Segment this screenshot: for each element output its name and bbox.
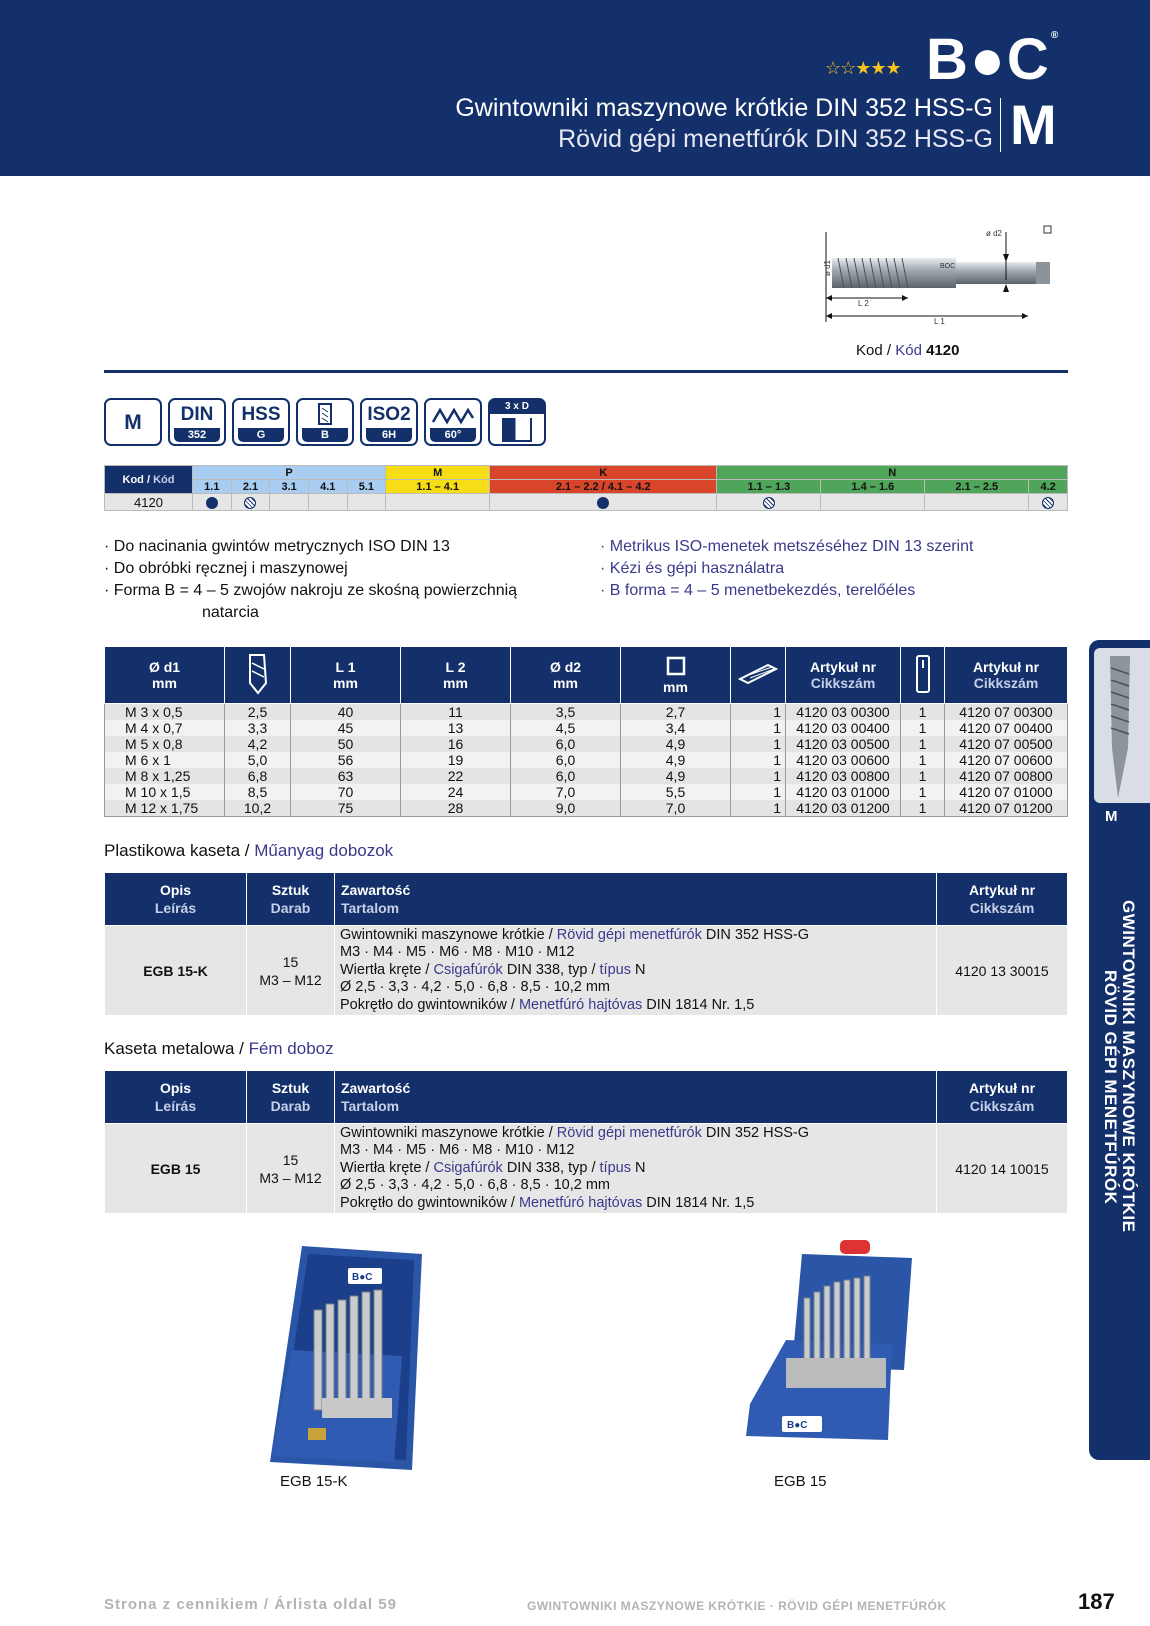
side-line-2: RÖVID GÉPI MENETFÚRÓK <box>1101 970 1120 1205</box>
desc-line <box>340 962 931 980</box>
desc-text: Gwintowniki maszynowe krótkie <box>340 926 545 943</box>
desc-text: DIN 1814 Nr. 1,5 <box>642 996 755 1013</box>
tap-thumbnail <box>1094 648 1150 803</box>
th-label: Opis <box>159 1080 192 1096</box>
cell-l2: 11 <box>401 704 511 721</box>
th-pack <box>731 647 786 704</box>
footer-sep: / <box>258 1596 275 1613</box>
box-logo-1: B●C <box>352 1272 373 1283</box>
th-label: Ø d1 <box>148 659 181 675</box>
col-n-1: 1.1 – 1.3 <box>717 480 821 494</box>
icon-label: M <box>124 411 142 434</box>
registered-mark: ® <box>1050 30 1061 41</box>
suit-cell <box>717 494 821 511</box>
cell-drill: 10,2 <box>225 800 291 817</box>
tap-square <box>1036 262 1050 284</box>
cell-d1: M 8 x 1,25 <box>105 768 225 784</box>
iso-tolerance-icon <box>360 398 418 446</box>
cell-pack: 1 <box>731 704 786 721</box>
kaseta2-name: EGB 15 <box>105 1124 247 1214</box>
cell-article-2: 4120 07 00300 <box>945 704 1068 721</box>
desc-text: DIN 352 HSS-G <box>701 1124 810 1141</box>
th-article-2 <box>945 647 1068 704</box>
cell-l1: 45 <box>291 720 401 736</box>
suit-cell <box>490 494 717 511</box>
footer-num: 59 <box>378 1596 397 1613</box>
secondary-dot-icon <box>763 497 775 509</box>
th-label: L 1 <box>335 659 356 675</box>
kod-label-hu: Kód <box>895 342 922 359</box>
kaseta2-title-pl: Kaseta metalowa <box>104 1039 235 1058</box>
cell-l1: 50 <box>291 736 401 752</box>
label-l2: L 2 <box>858 299 869 308</box>
desc-text: DIN 352 HSS-G <box>701 926 810 943</box>
cell-d2: 7,0 <box>511 784 621 800</box>
col-k-1: 2.1 – 2.2 / 4.1 – 4.2 <box>490 480 717 494</box>
th-square <box>621 647 731 704</box>
kaseta1-title-hu: Műanyag dobozok <box>254 841 394 860</box>
din-standard-icon <box>168 398 226 446</box>
table-row <box>105 752 1068 768</box>
th-box <box>901 647 945 704</box>
desc-sep: / <box>587 961 600 978</box>
cell-box: 1 <box>901 768 945 784</box>
th-unit: mm <box>663 678 688 695</box>
cell-box: 1 <box>901 784 945 800</box>
th-label: Artykuł nr <box>972 659 1040 675</box>
col-p-1: 1.1 <box>193 480 232 494</box>
cell-d2: 6,0 <box>511 768 621 784</box>
desc-text: Wiertła kręte <box>340 961 422 978</box>
desc-text-hu: típus <box>599 961 631 978</box>
box-icon <box>915 654 931 694</box>
suit-cell <box>308 494 347 511</box>
group-p: P <box>193 466 386 480</box>
cell-d2: 3,5 <box>511 704 621 721</box>
footer-section-name: GWINTOWNIKI MASZYNOWE KRÓTKIE · RÖVID GÉPI MENETFÚRÓK <box>527 1599 947 1613</box>
th-unit: mm <box>152 675 177 691</box>
kaseta2-qty-cell <box>247 1124 335 1214</box>
cell-drill: 3,3 <box>225 720 291 736</box>
label-d2: ø d2 <box>986 229 1003 238</box>
feature-item: natarcia <box>202 604 259 621</box>
cell-l1: 56 <box>291 752 401 768</box>
metric-thread-icon <box>104 398 162 446</box>
th-label-hu: Darab <box>270 1098 311 1114</box>
page-header <box>0 0 1150 176</box>
cell-d2: 6,0 <box>511 736 621 752</box>
spec-icons <box>104 398 546 446</box>
col-n-3: 2.1 – 2.5 <box>925 480 1029 494</box>
cell-drill: 6,8 <box>225 768 291 784</box>
table-row <box>105 736 1068 752</box>
th-label: Sztuk <box>271 1080 310 1096</box>
desc-sep: / <box>506 1194 519 1211</box>
th-d2 <box>511 647 621 704</box>
cell-d1: M 12 x 1,75 <box>105 800 225 817</box>
desc-text: Gwintowniki maszynowe krótkie <box>340 1124 545 1141</box>
cell-article-1: 4120 03 00400 <box>786 720 901 736</box>
col-p-4: 4.1 <box>308 480 347 494</box>
kaseta1-title-pl: Plastikowa kaseta <box>104 841 241 860</box>
cell-l1: 63 <box>291 768 401 784</box>
suit-cell <box>231 494 270 511</box>
table-row <box>105 768 1068 784</box>
cell-square: 5,5 <box>621 784 731 800</box>
title-divider <box>1000 98 1001 152</box>
cell-article-2: 4120 07 00800 <box>945 768 1068 784</box>
feature-item: · Do nacinania gwintów metrycznych ISO DIN 13 <box>104 538 450 555</box>
icon-label: 3 x D <box>490 400 544 414</box>
desc-text-hu: típus <box>599 1159 631 1176</box>
desc-line <box>340 1160 931 1178</box>
kod-pl: Kod <box>122 473 144 486</box>
logo-text: B●C <box>926 27 1051 92</box>
footer-pricelist <box>104 1596 397 1613</box>
cell-box: 1 <box>901 752 945 768</box>
depth-icon <box>488 398 546 446</box>
th-label-hu: Leírás <box>154 900 197 916</box>
th-article-1 <box>786 647 901 704</box>
secondary-dot-icon <box>1042 497 1054 509</box>
cell-square: 3,4 <box>621 720 731 736</box>
th-drill <box>225 647 291 704</box>
egb15k-photo <box>262 1240 432 1485</box>
cell-drill: 4,2 <box>225 736 291 752</box>
th-l2 <box>401 647 511 704</box>
egb15-photo <box>742 1240 912 1465</box>
th-label-hu: Tartalom <box>341 900 400 916</box>
desc-line <box>340 1125 931 1143</box>
desc-text-hu: Menetfúró hajtóvas <box>518 996 643 1013</box>
cell-article-2: 4120 07 00600 <box>945 752 1068 768</box>
cell-drill: 2,5 <box>225 704 291 721</box>
desc-line: Ø 2,5 · 3,3 · 4,2 · 5,0 · 6,8 · 8,5 · 10,2 mm <box>340 1177 610 1194</box>
drill-icon <box>244 653 272 695</box>
cell-d1: M 4 x 0,7 <box>105 720 225 736</box>
rating-stars: ☆☆★★★ <box>825 58 901 78</box>
th-label-hu: Cikkszám <box>973 675 1039 691</box>
page-title-hu: Rövid gépi menetfúrók DIN 352 HSS-G <box>558 125 993 153</box>
suit-cell <box>1029 494 1068 511</box>
desc-line <box>340 927 931 945</box>
chamfer-form-icon <box>296 398 354 446</box>
kaseta1-article: 4120 13 30015 <box>937 926 1068 1016</box>
col-p-3: 3.1 <box>270 480 309 494</box>
cell-drill: 8,5 <box>225 784 291 800</box>
cell-l2: 28 <box>401 800 511 817</box>
kod-sep: / <box>882 342 896 359</box>
desc-text: DIN 338, typ <box>502 961 588 978</box>
divider-line <box>104 370 1068 373</box>
cell-d1: M 10 x 1,5 <box>105 784 225 800</box>
cell-square: 4,9 <box>621 752 731 768</box>
suit-cell <box>193 494 232 511</box>
kt-th-opis <box>105 1071 247 1124</box>
chamfer-glyph-icon <box>311 402 339 428</box>
cell-article-1: 4120 03 01200 <box>786 800 901 817</box>
desc-sep: / <box>544 926 557 943</box>
side-tap-image <box>1094 648 1150 803</box>
feature-item: · Do obróbki ręcznej i maszynowej <box>104 560 348 577</box>
th-label-hu: Tartalom <box>341 1098 400 1114</box>
th-label: Ø d2 <box>549 659 582 675</box>
col-p-5: 5.1 <box>347 480 386 494</box>
th-label: Sztuk <box>271 882 310 898</box>
kaseta1-qty-cell <box>247 926 335 1016</box>
th-unit: mm <box>443 675 468 691</box>
th-label: Zawartość <box>341 882 411 898</box>
cell-square: 2,7 <box>621 704 731 721</box>
th-label-hu: Cikkszám <box>969 1098 1035 1114</box>
cell-article-2: 4120 07 01200 <box>945 800 1068 817</box>
kaseta1-title: Plastikowa kaseta / Műanyag dobozok <box>104 841 394 860</box>
kaseta1-qty: 15 <box>282 953 299 970</box>
table-row <box>105 800 1068 817</box>
kaseta2-title: Kaseta metalowa / Fém doboz <box>104 1039 334 1058</box>
th-label: Artykuł nr <box>968 1080 1036 1096</box>
photo-caption-2: EGB 15 <box>774 1473 827 1490</box>
desc-text: N <box>630 961 646 978</box>
section-letter: M <box>1010 93 1057 156</box>
feature-item: · Metrikus ISO-menetek metszéséhez DIN 13 szerint <box>600 538 974 555</box>
desc-text: Pokrętło do gwintowników <box>340 996 507 1013</box>
zigzag-icon <box>431 404 475 426</box>
cell-box: 1 <box>901 720 945 736</box>
th-d1 <box>105 647 225 704</box>
cell-box: 1 <box>901 736 945 752</box>
kaseta2-title-hu: Fém doboz <box>248 1039 334 1058</box>
cell-l2: 24 <box>401 784 511 800</box>
col-n-4: 4.2 <box>1029 480 1068 494</box>
cell-pack: 1 <box>731 752 786 768</box>
desc-text: DIN 1814 Nr. 1,5 <box>642 1194 755 1211</box>
cell-d2: 4,5 <box>511 720 621 736</box>
secondary-dot-icon <box>244 497 256 509</box>
group-m: M <box>386 466 490 480</box>
kt-th-zawartosc <box>335 1071 937 1124</box>
cell-article-1: 4120 03 00600 <box>786 752 901 768</box>
th-label-hu: Leírás <box>154 1098 197 1114</box>
th-label-hu: Cikkszám <box>810 675 876 691</box>
desc-sep: / <box>421 961 434 978</box>
cell-l2: 19 <box>401 752 511 768</box>
material-table <box>104 465 1068 511</box>
cell-article-1: 4120 03 00800 <box>786 768 901 784</box>
kaseta1-range: M3 – M12 <box>259 971 322 988</box>
cell-l2: 13 <box>401 720 511 736</box>
icon-label: DIN <box>180 404 214 425</box>
suit-cell <box>347 494 386 511</box>
icon-sub: 6H <box>366 428 412 442</box>
hole-glyph-icon <box>502 418 532 442</box>
kt-th-zawartosc <box>335 873 937 926</box>
label-l1: L 1 <box>934 317 945 326</box>
col-m-1: 1.1 – 4.1 <box>386 480 490 494</box>
kod-value: 4120 <box>926 342 960 359</box>
photo-caption-1: EGB 15-K <box>280 1473 348 1490</box>
cell-box: 1 <box>901 704 945 721</box>
suit-cell <box>270 494 309 511</box>
desc-text-hu: Rövid gépi menetfúrók <box>556 926 702 943</box>
kod-label-pl: Kod <box>856 342 883 359</box>
cell-d2: 6,0 <box>511 752 621 768</box>
tap-shank <box>956 262 1048 284</box>
side-letter: M <box>1105 808 1118 825</box>
hss-material-icon <box>232 398 290 446</box>
cell-square: 4,9 <box>621 736 731 752</box>
cell-square: 4,9 <box>621 768 731 784</box>
kaseta2-article: 4120 14 10015 <box>937 1124 1068 1214</box>
square-icon <box>1044 226 1051 233</box>
cell-d2: 9,0 <box>511 800 621 817</box>
cell-pack: 1 <box>731 800 786 817</box>
th-label-hu: Darab <box>270 900 311 916</box>
desc-text: Wiertła kręte <box>340 1159 422 1176</box>
kaseta2-qty: 15 <box>282 1151 299 1168</box>
material-kod-header: Kod / Kód <box>105 466 193 494</box>
footer-hu: Árlista oldal <box>274 1596 374 1613</box>
primary-dot-icon <box>597 497 609 509</box>
th-label: Artykuł nr <box>809 659 877 675</box>
desc-text-hu: Csigafúrók <box>433 961 503 978</box>
desc-text-hu: Csigafúrók <box>433 1159 503 1176</box>
kaseta1-desc <box>335 926 937 1016</box>
features-hu <box>600 536 1070 602</box>
icon-sub: 60° <box>430 428 476 442</box>
kaseta2-table <box>104 1070 1068 1214</box>
desc-text: DIN 338, typ <box>502 1159 588 1176</box>
table-row <box>105 720 1068 736</box>
primary-dot-icon <box>206 497 218 509</box>
kod-hu: Kód <box>153 473 175 486</box>
desc-line <box>340 1195 931 1213</box>
kt-th-sztuk <box>247 873 335 926</box>
cell-l1: 75 <box>291 800 401 817</box>
suit-cell <box>821 494 925 511</box>
boc-logo <box>926 26 1060 93</box>
kaseta2-range: M3 – M12 <box>259 1169 322 1186</box>
footer-pl: Strona z cennikiem <box>104 1596 259 1613</box>
desc-sep: / <box>544 1124 557 1141</box>
cell-pack: 1 <box>731 720 786 736</box>
suit-cell <box>925 494 1029 511</box>
kt-th-article <box>937 1071 1068 1124</box>
icon-label: HSS <box>241 404 281 425</box>
th-label: Opis <box>159 882 192 898</box>
side-vertical-text <box>1098 900 1148 1370</box>
col-p-2: 2.1 <box>231 480 270 494</box>
th-label: Zawartość <box>341 1080 411 1096</box>
dimensions-table <box>104 646 1068 817</box>
drawing-brand: BOC <box>940 263 956 270</box>
cell-l1: 70 <box>291 784 401 800</box>
cell-l2: 22 <box>401 768 511 784</box>
cell-d1: M 5 x 0,8 <box>105 736 225 752</box>
desc-sep: / <box>506 996 519 1013</box>
desc-text: N <box>630 1159 646 1176</box>
desc-line: M3 · M4 · M5 · M6 · M8 · M10 · M12 <box>340 944 575 961</box>
desc-line: M3 · M4 · M5 · M6 · M8 · M10 · M12 <box>340 1142 575 1159</box>
th-label: L 2 <box>445 659 466 675</box>
desc-text-hu: Menetfúró hajtóvas <box>518 1194 643 1211</box>
col-n-2: 1.4 – 1.6 <box>821 480 925 494</box>
cell-pack: 1 <box>731 736 786 752</box>
cell-article-1: 4120 03 01000 <box>786 784 901 800</box>
cell-l2: 16 <box>401 736 511 752</box>
desc-sep: / <box>587 1159 600 1176</box>
cell-pack: 1 <box>731 784 786 800</box>
kaseta1-table <box>104 872 1068 1016</box>
table-row <box>105 704 1068 721</box>
desc-line <box>340 997 931 1015</box>
desc-text-hu: Rövid gépi menetfúrók <box>556 1124 702 1141</box>
cell-pack: 1 <box>731 768 786 784</box>
square-icon <box>666 656 686 676</box>
product-code <box>856 342 959 359</box>
box-logo-2: B●C <box>787 1420 808 1431</box>
label-d1: ø d1 <box>823 259 832 276</box>
icon-label: ISO2 <box>367 404 411 425</box>
kt-th-sztuk <box>247 1071 335 1124</box>
pack-icon <box>736 659 780 689</box>
th-label-hu: Cikkszám <box>969 900 1035 916</box>
feature-item: · Kézi és gépi használatra <box>600 560 785 577</box>
cell-d1: M 3 x 0,5 <box>105 704 225 721</box>
kaseta2-desc <box>335 1124 937 1214</box>
kt-th-opis <box>105 873 247 926</box>
thread-angle-icon <box>424 398 482 446</box>
desc-line: Ø 2,5 · 3,3 · 4,2 · 5,0 · 6,8 · 8,5 · 10,2 mm <box>340 979 610 996</box>
icon-sub: 352 <box>174 428 220 442</box>
cell-square: 7,0 <box>621 800 731 817</box>
group-k: K <box>490 466 717 480</box>
tap-drawing <box>818 222 1078 334</box>
table-row <box>105 784 1068 800</box>
page-number: 187 <box>1078 1589 1115 1614</box>
th-unit: mm <box>333 675 358 691</box>
material-row-code: 4120 <box>105 494 193 511</box>
feature-item: · B forma = 4 – 5 menetbekezdés, terelőéles <box>600 582 916 599</box>
desc-text: Pokrętło do gwintowników <box>340 1194 507 1211</box>
desc-sep: / <box>421 1159 434 1176</box>
cell-l1: 40 <box>291 704 401 721</box>
page-title-pl: Gwintowniki maszynowe krótkie DIN 352 HSS-G <box>455 94 993 122</box>
icon-sub: G <box>238 428 284 442</box>
side-line-1: GWINTOWNIKI MASZYNOWE KRÓTKIE <box>1119 900 1138 1233</box>
cell-box: 1 <box>901 800 945 817</box>
th-label: Artykuł nr <box>968 882 1036 898</box>
kaseta1-name: EGB 15-K <box>105 926 247 1016</box>
icon-sub: B <box>302 428 348 442</box>
cell-article-1: 4120 03 00300 <box>786 704 901 721</box>
cell-drill: 5,0 <box>225 752 291 768</box>
kt-th-article <box>937 873 1068 926</box>
cell-d1: M 6 x 1 <box>105 752 225 768</box>
th-unit: mm <box>553 675 578 691</box>
features-pl <box>104 536 574 624</box>
suit-cell <box>386 494 490 511</box>
cell-article-1: 4120 03 00500 <box>786 736 901 752</box>
group-n: N <box>717 466 1068 480</box>
cell-article-2: 4120 07 01000 <box>945 784 1068 800</box>
feature-item: · Forma B = 4 – 5 zwojów nakroju ze skośną powierzchnią <box>104 582 518 599</box>
cell-article-2: 4120 07 00400 <box>945 720 1068 736</box>
cell-article-2: 4120 07 00500 <box>945 736 1068 752</box>
th-l1 <box>291 647 401 704</box>
